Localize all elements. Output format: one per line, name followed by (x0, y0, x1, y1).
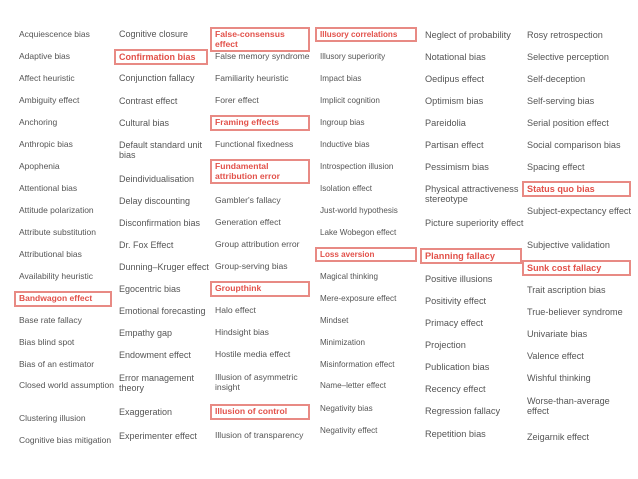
bias-item-self-serving-bias: Self-serving bias (527, 96, 595, 106)
highlighted-bias-bandwagon-effect: Bandwagon effect (14, 291, 112, 307)
bias-item-lake-wobegon-effect: Lake Wobegon effect (320, 228, 397, 237)
bias-item-ambiguity-effect: Ambiguity effect (19, 95, 80, 105)
bias-item-negativity-effect: Negativity effect (320, 426, 378, 435)
highlighted-bias-loss-aversion: Loss aversion (315, 247, 417, 262)
bias-item-subjective-validation: Subjective validation (527, 240, 610, 250)
highlighted-bias-illusory-correlations: Illusory correlations (315, 27, 417, 42)
highlighted-bias-fundamental-attribution-error: Fundamental attribution error (210, 159, 310, 184)
bias-item-endowment-effect: Endowment effect (119, 350, 191, 360)
bias-item-isolation-effect: Isolation effect (320, 184, 373, 193)
bias-item-bias-blind-spot: Bias blind spot (19, 337, 75, 347)
bias-item-conjunction-fallacy: Conjunction fallacy (119, 73, 195, 83)
bias-item-egocentric-bias: Egocentric bias (119, 284, 181, 294)
bias-item-zeigarnik-effect: Zeigarnik effect (527, 432, 590, 442)
bias-item-selective-perception: Selective perception (527, 52, 609, 62)
bias-item-repetition-bias: Repetition bias (425, 429, 486, 439)
bias-item-attribute-substitution: Attribute substitution (19, 227, 97, 237)
bias-item-experimenter-effect: Experimenter effect (119, 431, 197, 441)
bias-item-magical-thinking: Magical thinking (320, 272, 379, 281)
bias-item-hindsight-bias: Hindsight bias (215, 327, 269, 337)
highlighted-bias-framing-effects: Framing effects (210, 115, 310, 131)
bias-item-neglect-of-probability: Neglect of probability (425, 30, 511, 40)
bias-item-base-rate-fallacy: Base rate fallacy (19, 315, 82, 325)
bias-item-anthropic-bias: Anthropic bias (19, 139, 73, 149)
bias-item-ingroup-bias: Ingroup bias (320, 118, 365, 127)
bias-item-affect-heuristic: Affect heuristic (19, 73, 75, 83)
bias-item-notational-bias: Notational bias (425, 52, 486, 62)
bias-item-availability-heuristic: Availability heuristic (19, 271, 94, 281)
bias-item-attitude-polarization: Attitude polarization (19, 205, 94, 215)
bias-item-group-serving-bias: Group-serving bias (215, 261, 288, 271)
bias-item-true-believer-syndrome: True-believer syndrome (527, 307, 623, 317)
bias-item-mere-exposure-effect: Mere-exposure effect (320, 294, 397, 303)
bias-item-forer-effect: Forer effect (215, 95, 259, 105)
bias-item-attributional-bias: Attributional bias (19, 249, 82, 259)
highlighted-bias-sunk-cost-fallacy: Sunk cost fallacy (522, 260, 631, 276)
bias-item-empathy-gap: Empathy gap (119, 328, 173, 338)
bias-item-social-comparison-bias: Social comparison bias (527, 140, 621, 150)
bias-item-rosy-retrospection: Rosy retrospection (527, 30, 603, 40)
bias-item-contrast-effect: Contrast effect (119, 96, 178, 106)
bias-item-impact-bias: Impact bias (320, 74, 362, 83)
highlighted-bias-status-quo-bias: Status quo bias (522, 181, 631, 197)
bias-item-mindset: Mindset (320, 316, 349, 325)
bias-item-clustering-illusion: Clustering illusion (19, 413, 86, 423)
bias-item-gambler-s-fallacy: Gambler's fallacy (215, 195, 281, 205)
bias-item-oedipus-effect: Oedipus effect (425, 74, 485, 84)
bias-item-error-management-theory: Error management theory (119, 373, 195, 394)
bias-item-deindividualisation: Deindividualisation (119, 174, 195, 184)
bias-item-bias-of-an-estimator: Bias of an estimator (19, 359, 95, 369)
bias-item-serial-position-effect: Serial position effect (527, 118, 609, 128)
bias-item-anchoring: Anchoring (19, 117, 58, 127)
bias-item-positivity-effect: Positivity effect (425, 296, 487, 306)
bias-item-misinformation-effect: Misinformation effect (320, 360, 395, 369)
bias-item-closed-world-assumption: Closed world assumption (19, 380, 114, 390)
bias-item-self-deception: Self-deception (527, 74, 586, 84)
bias-item-introspection-illusion: Introspection illusion (320, 162, 394, 171)
bias-item-picture-superiority-effect: Picture superiority effect (425, 218, 524, 228)
bias-item-optimism-bias: Optimism bias (425, 96, 484, 106)
bias-item-generation-effect: Generation effect (215, 217, 281, 227)
bias-item-primacy-effect: Primacy effect (425, 318, 484, 328)
bias-item-univariate-bias: Univariate bias (527, 329, 588, 339)
bias-item-cognitive-bias-mitigation: Cognitive bias mitigation (19, 435, 112, 445)
bias-item-familiarity-heuristic: Familiarity heuristic (215, 73, 289, 83)
bias-item-false-memory-syndrome: False memory syndrome (215, 51, 310, 61)
bias-item-partisan-effect: Partisan effect (425, 140, 484, 150)
bias-item-positive-illusions: Positive illusions (425, 274, 493, 284)
bias-item-illusion-of-asymmetric-insight: Illusion of asymmetric insight (215, 372, 298, 392)
bias-item-halo-effect: Halo effect (215, 305, 256, 315)
bias-item-dunning-kruger-effect: Dunning–Kruger effect (119, 262, 209, 272)
highlighted-bias-confirmation-bias: Confirmation bias (114, 49, 208, 65)
bias-item-emotional-forecasting: Emotional forecasting (119, 306, 206, 316)
bias-item-implicit-cognition: Implicit cognition (320, 96, 380, 105)
bias-item-acquiescence-bias: Acquiescence bias (19, 29, 90, 39)
bias-item-recency-effect: Recency effect (425, 384, 486, 394)
bias-item-adaptive-bias: Adaptive bias (19, 51, 71, 61)
bias-item-exaggeration: Exaggeration (119, 407, 173, 417)
bias-item-valence-effect: Valence effect (527, 351, 584, 361)
bias-item-projection: Projection (425, 340, 466, 350)
bias-item-name-letter-effect: Name–letter effect (320, 381, 386, 390)
bias-item-functional-fixedness: Functional fixedness (215, 139, 294, 149)
bias-item-minimization: Minimization (320, 338, 365, 347)
bias-item-physical-attractiveness-stereotype: Physical attractiveness stereotype (425, 184, 519, 205)
bias-item-illusion-of-transparency: Illusion of transparency (215, 430, 304, 440)
bias-item-regression-fallacy: Regression fallacy (425, 406, 501, 416)
bias-item-pessimism-bias: Pessimism bias (425, 162, 489, 172)
bias-item-pareidolia: Pareidolia (425, 118, 466, 128)
bias-item-attentional-bias: Attentional bias (19, 183, 78, 193)
bias-item-illusory-superiority: Illusory superiority (320, 52, 386, 61)
bias-item-worse-than-average-effect: Worse-than-average effect (527, 396, 610, 417)
bias-item-dr-fox-effect: Dr. Fox Effect (119, 240, 174, 250)
bias-item-hostile-media-effect: Hostile media effect (215, 349, 291, 359)
bias-item-negativity-bias: Negativity bias (320, 404, 373, 413)
bias-item-apophenia: Apophenia (19, 161, 60, 171)
bias-item-trait-ascription-bias: Trait ascription bias (527, 285, 606, 295)
bias-item-disconfirmation-bias: Disconfirmation bias (119, 218, 201, 228)
bias-item-delay-discounting: Delay discounting (119, 196, 191, 206)
bias-item-inductive-bias: Inductive bias (320, 140, 370, 149)
highlighted-bias-planning-fallacy: Planning fallacy (420, 248, 522, 264)
highlighted-bias-groupthink: Groupthink (210, 281, 310, 297)
bias-item-spacing-effect: Spacing effect (527, 162, 585, 172)
highlighted-bias-illusion-of-control: Illusion of control (210, 404, 310, 420)
highlighted-bias-false-consensus-effect: False-consensus effect (210, 27, 310, 52)
bias-item-subject-expectancy-effect: Subject-expectancy effect (527, 206, 631, 216)
bias-item-default-standard-unit-bias: Default standard unit bias (119, 140, 203, 161)
bias-item-group-attribution-error: Group attribution error (215, 239, 300, 249)
bias-item-just-world-hypothesis: Just-world hypothesis (320, 206, 398, 215)
bias-item-cognitive-closure: Cognitive closure (119, 29, 189, 39)
bias-item-wishful-thinking: Wishful thinking (527, 373, 591, 383)
bias-item-publication-bias: Publication bias (425, 362, 490, 372)
bias-item-cultural-bias: Cultural bias (119, 118, 170, 128)
